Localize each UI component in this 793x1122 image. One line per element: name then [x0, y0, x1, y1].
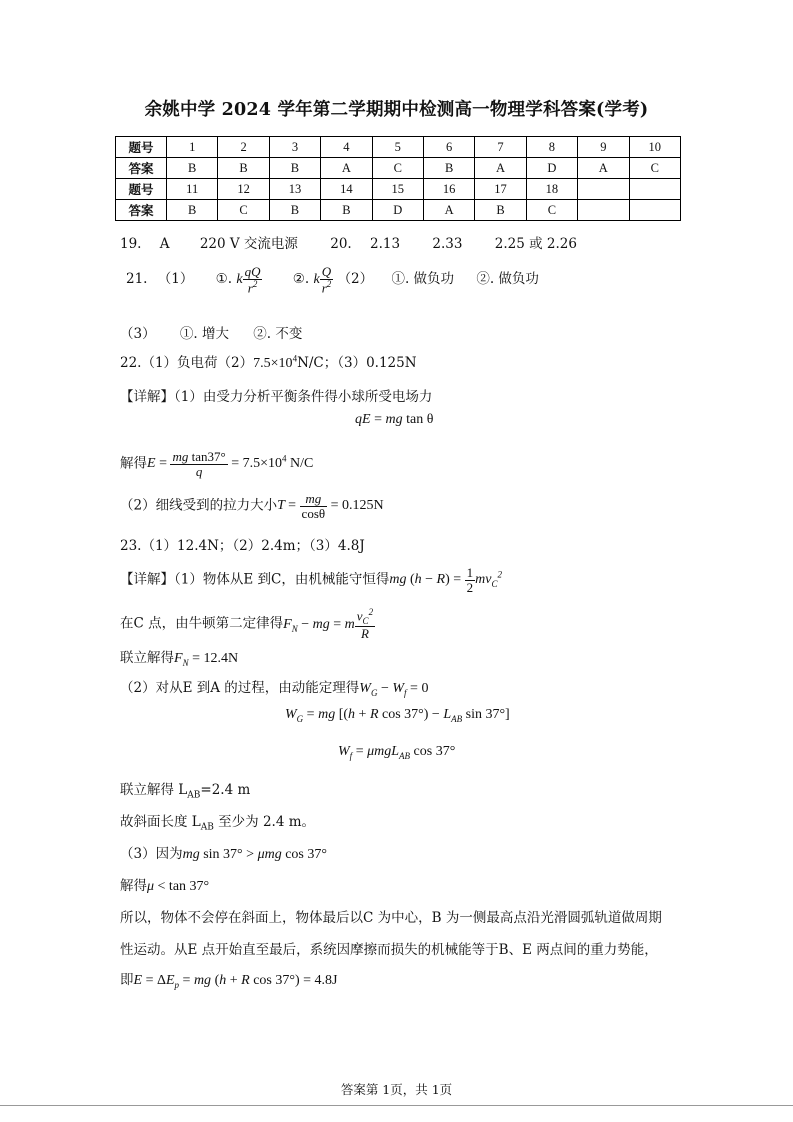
- text: 解得: [120, 455, 147, 472]
- answer-table: [115, 136, 681, 221]
- answer-line-23: 23.（1）12.4N；（2）2.4m；（3）4.8J: [120, 538, 365, 554]
- formula-field: $7.5\times 10^4$: [253, 353, 298, 371]
- table-cell: B: [269, 200, 320, 221]
- formula-energy: mg (h − R) = $\frac{1}{2}$ $mv_C^2$: [389, 565, 503, 595]
- answer-text: A: [159, 236, 170, 252]
- formula-mu: μ < tan 37°: [147, 879, 210, 894]
- page-title: 余姚中学 2024 学年第二学期期中检测高一物理学科答案(学考): [144, 100, 649, 120]
- table-cell: 12: [218, 179, 269, 200]
- choice-label: ②.: [292, 271, 310, 287]
- formula-newton: $F_N$ − mg = m $\frac{v_C^2}{R}$: [283, 607, 374, 642]
- table-cell: 11: [167, 179, 218, 200]
- table-cell: C: [629, 158, 680, 179]
- table-header-cell: 题号: [116, 137, 167, 158]
- detail-22: 【详解】（1）由受力分析平衡条件得小球所受电场力: [120, 389, 433, 405]
- table-cell: 2: [218, 137, 269, 158]
- table-row: [116, 158, 681, 179]
- answer-text: ①. 做负功: [391, 271, 455, 287]
- table-cell: 4: [321, 137, 372, 158]
- paragraph-line: 所以，物体不会停在斜面上，物体最后以C 为中心，B 为一侧最高点沿光滑圆弧轨道做周期: [120, 910, 662, 926]
- slope-length: 故斜面长度 $L_{AB}$ 至少为 2.4 m。: [120, 814, 316, 833]
- table-header-cell: 答案: [116, 158, 167, 179]
- table-cell: B: [269, 158, 320, 179]
- table-cell: B: [423, 158, 474, 179]
- table-cell: 16: [423, 179, 474, 200]
- table-cell: C: [526, 200, 577, 221]
- table-cell: A: [578, 158, 629, 179]
- text: 解得: [120, 878, 147, 894]
- part-3: [120, 842, 327, 863]
- table-cell: B: [167, 200, 218, 221]
- formula-E: E = $\frac{\text{mg tan37°}}{q}$ = $7.5\times 10^4$ N/C: [147, 449, 314, 479]
- table-cell: A: [321, 158, 372, 179]
- table-cell: [578, 179, 629, 200]
- table-row: [116, 179, 681, 200]
- table-cell: A: [475, 158, 526, 179]
- formula-work: $W_G - W_f = 0$: [359, 681, 429, 698]
- answer-value: 7.5×10: [253, 356, 293, 371]
- table-cell: 5: [372, 137, 423, 158]
- part-label: （2）: [337, 271, 374, 287]
- text: 联立解得 L: [120, 782, 188, 798]
- page-footer: 答案第 1页，共 1页: [340, 1082, 453, 1097]
- choice-label: ①.: [215, 271, 233, 287]
- answer-line-19-20: [120, 232, 577, 252]
- table-cell: [629, 200, 680, 221]
- text: 故斜面长度 L: [120, 814, 201, 830]
- answer-text: 2.13: [370, 236, 401, 252]
- table-cell: 7: [475, 137, 526, 158]
- formula-qE: qE = mg tan θ: [355, 412, 434, 427]
- part-label: （1）: [157, 271, 194, 287]
- text: （3）因为: [120, 846, 183, 862]
- solve-3: [120, 874, 209, 895]
- formula-FN: $F_N = 12.4N$: [174, 651, 239, 668]
- table-cell: [629, 179, 680, 200]
- answer-text: ②. 做负功: [476, 271, 539, 287]
- table-cell: B: [321, 200, 372, 221]
- answer-text: N/C；（3）0.125N: [297, 355, 417, 371]
- table-cell: 10: [629, 137, 680, 158]
- answer-text: 2.33: [432, 236, 463, 252]
- formula-kqQ-r2: k $\frac{qQ}{r^2}$: [236, 263, 261, 295]
- table-cell: B: [218, 158, 269, 179]
- table-cell: 1: [167, 137, 218, 158]
- formula-E-loss: $E = \Delta E_p$ = mg (h + R cos 37°) = 4.8J: [133, 973, 338, 990]
- text: 联立解得: [120, 650, 174, 666]
- formula-WG: $W_G$ = mg [(h + R $\cos 37^\circ) - L_{AB}$ sin 37°]: [285, 707, 510, 724]
- table-cell: B: [167, 158, 218, 179]
- formula-inequality: mg sin 37° > μmg cos 37°: [182, 847, 327, 862]
- question-number: 21.: [126, 271, 148, 287]
- formula-T: T = $\frac{mg}{\cos\theta}$ = 0.125N: [277, 491, 384, 521]
- text: （2）细线受到的拉力大小: [120, 497, 278, 514]
- answer-text: ①. 增大: [179, 326, 229, 342]
- answer-text: 2.25 或 2.26: [494, 236, 577, 252]
- table-cell: D: [372, 200, 423, 221]
- table-cell: 8: [526, 137, 577, 158]
- text: 至少为 2.4 m。: [213, 814, 316, 830]
- formula-Wf: $W_f = \mu mgL_{AB}$ cos 37°: [338, 744, 456, 761]
- text: 【详解】（1）物体从E 到C，由机械能守恒得: [120, 571, 390, 588]
- table-cell: 17: [475, 179, 526, 200]
- text: 在C 点，由牛顿第二定律得: [120, 615, 284, 632]
- answer-line-22: [120, 351, 417, 372]
- joint-2: 联立解得 $L_{AB}=2.4$ m: [120, 782, 251, 801]
- table-cell: A: [423, 200, 474, 221]
- table-cell: 3: [269, 137, 320, 158]
- paragraph-line: 性运动。从E 点开始直至最后，系统因摩擦而损失的机械能等于B、E 两点间的重力势能，: [120, 942, 658, 958]
- table-cell: C: [218, 200, 269, 221]
- answer-text: 22.（1）负电荷（2）: [120, 355, 254, 371]
- text-at-C: [120, 608, 375, 641]
- table-cell: D: [526, 158, 577, 179]
- joint-1: [120, 646, 238, 668]
- table-cell: 15: [372, 179, 423, 200]
- table-cell: 6: [423, 137, 474, 158]
- table-cell: 13: [269, 179, 320, 200]
- solve-22-1: [120, 450, 313, 478]
- footer-divider: [0, 1105, 793, 1106]
- solve-22-2: [120, 492, 384, 520]
- table-header-cell: 答案: [116, 200, 167, 221]
- part-2: [120, 676, 428, 698]
- part-label: （3）: [120, 326, 156, 342]
- answer-text: ②. 不变: [253, 326, 303, 342]
- detail-23: [120, 566, 502, 594]
- table-cell: 9: [578, 137, 629, 158]
- text: =2.4 m: [200, 782, 251, 798]
- question-number: 19.: [120, 236, 142, 252]
- table-cell: [578, 200, 629, 221]
- formula-kQ-r2: k $\frac{Q}{r^2}$: [313, 263, 332, 295]
- question-number: 20.: [330, 236, 352, 252]
- table-cell: 14: [321, 179, 372, 200]
- table-row: [116, 200, 681, 221]
- table-cell: C: [372, 158, 423, 179]
- table-row: [116, 137, 681, 158]
- table-header-cell: 题号: [116, 179, 167, 200]
- text: （2）对从E 到A 的过程，由动能定理得: [120, 680, 360, 696]
- answer-line-21: [126, 262, 539, 297]
- text: 即: [120, 972, 134, 988]
- table-cell: B: [475, 200, 526, 221]
- answer-text: 220 V 交流电源: [199, 236, 298, 252]
- final-energy: [120, 968, 337, 990]
- answer-line-21-3: [120, 322, 302, 342]
- table-cell: 18: [526, 179, 577, 200]
